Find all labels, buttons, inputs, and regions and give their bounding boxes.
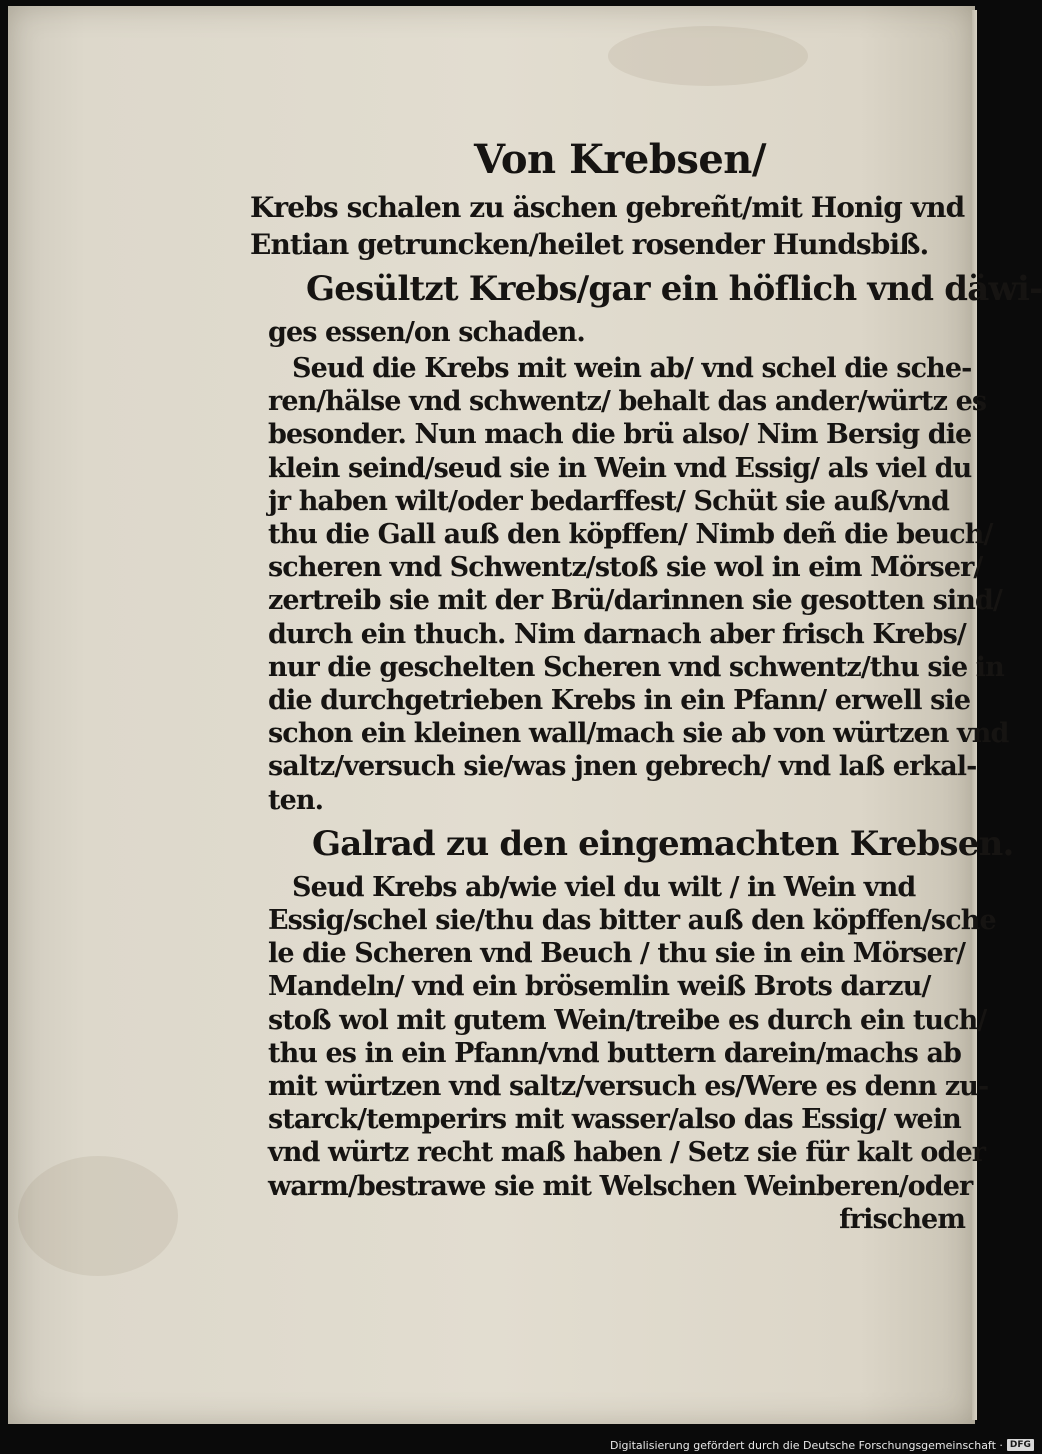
text-line: Seud Krebs ab/wie viel du wilt / in Wein vnd: [292, 871, 916, 903]
text-line: thu es in ein Pfann/vnd buttern darein/machs ab: [268, 1037, 962, 1069]
paper-stain: [608, 26, 808, 86]
catchword: frischem: [839, 1203, 965, 1235]
text-line: schon ein kleinen wall/mach sie ab von würtzen vnd: [268, 718, 1009, 750]
footer-credit: Digitalisierung gefördert durch die Deutsche Forschungsgemeinschaft ·: [610, 1438, 1003, 1452]
text-line: scheren vnd Schwentz/stoß sie wol in eim Mörser/: [268, 552, 983, 584]
text-line: ren/hälse vnd schwentz/ behalt das ander/würtz es: [268, 386, 987, 418]
text-line: vnd würtz recht maß haben / Setz sie für kalt oder: [268, 1137, 986, 1169]
text-line: nur die geschelten Scheren vnd schwentz/thu sie in: [268, 651, 1004, 683]
text-line: saltz/versuch sie/was jnen gebrech/ vnd laß erkal-: [268, 751, 977, 783]
text-line: thu die Gall auß den köpffen/ Nimb deñ die beuch/: [268, 519, 993, 551]
text-line: Essig/schel sie/thu das bitter auß den köpffen/sche: [268, 905, 996, 937]
text-line: ten.: [268, 784, 324, 816]
text-line: Krebs schalen zu äschen gebreñt/mit Honig vnd: [250, 191, 965, 224]
text-line: Mandeln/ vnd ein brösemlin weiß Brots darzu/: [268, 971, 931, 1003]
section-title: Galrad zu den eingemachten Krebsen.: [312, 823, 1014, 864]
text-line: die durchgetrieben Krebs in ein Pfann/ erwell sie: [268, 685, 971, 717]
text-line: klein seind/seud sie in Wein vnd Essig/ als viel du: [268, 452, 972, 484]
text-line: besonder. Nun mach die brü also/ Nim Bersig die: [268, 419, 972, 451]
text-line: warm/bestrawe sie mit Welschen Weinberen/oder: [268, 1170, 973, 1202]
text-line: mit würtzen vnd saltz/versuch es/Were es denn zu-: [268, 1071, 989, 1103]
page-edge: [972, 10, 977, 1420]
text-line: Seud die Krebs mit wein ab/ vnd schel die sche-: [292, 353, 972, 384]
dfg-logo: DFG: [1007, 1439, 1034, 1451]
page-heading: Von Krebsen/: [474, 136, 766, 183]
text-line: starck/temperirs mit wasser/also das Essig/ wein: [268, 1104, 961, 1136]
section-title: Gesültzt Krebs/gar ein höflich vnd däwi-: [306, 269, 1042, 309]
digitization-footer: [610, 1436, 1031, 1454]
text-line: durch ein thuch. Nim darnach aber frisch Krebs/: [268, 618, 966, 650]
text-line: le die Scheren vnd Beuch / thu sie in ein Mörser/: [268, 938, 966, 970]
paper-stain: [18, 1156, 178, 1276]
text-line: zertreib sie mit der Brü/darinnen sie gesotten sind/: [268, 585, 1002, 617]
text-line: jr haben wilt/oder bedarffest/ Schüt sie auß/vnd: [268, 485, 949, 517]
text-line: Entian getruncken/heilet rosender Hundsbiß.: [250, 228, 929, 261]
text-line: stoß wol mit gutem Wein/treibe es durch ein tuch/: [268, 1004, 987, 1036]
page-text: [250, 130, 1042, 1236]
section-title: ges essen/on schaden.: [268, 317, 585, 348]
